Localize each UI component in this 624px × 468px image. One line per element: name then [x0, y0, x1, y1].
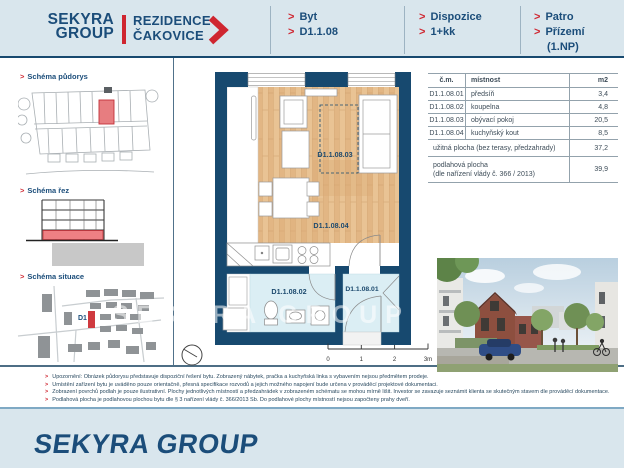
header-divider — [270, 6, 271, 54]
room-label-bathroom: D1.1.08.02 — [271, 287, 307, 296]
sidebar-item-section-schema — [20, 186, 69, 195]
radiator — [252, 96, 257, 140]
layout-label: Dispozice — [430, 11, 482, 23]
footer-band — [0, 407, 624, 468]
north-arrow-icon — [179, 342, 205, 368]
floor-label: Patro — [545, 11, 574, 23]
chevron-icon: > — [419, 26, 426, 38]
unit-info-section — [288, 10, 338, 40]
cell-room-name: předsíň — [466, 88, 570, 100]
highlighted-building — [88, 311, 95, 328]
usable-area-row — [428, 140, 618, 157]
room-label-hallway: D1.1.08.01 — [345, 286, 379, 293]
building-d1-label: D1 — [78, 315, 87, 322]
footnote-line — [45, 374, 610, 382]
table-header-row — [428, 74, 618, 88]
sidebar-divider — [173, 58, 174, 365]
chevron-icon: > — [45, 389, 49, 396]
schema-label: Schéma půdorys — [27, 72, 88, 81]
unit-label: Byt — [299, 11, 318, 23]
highlighted-unit — [99, 100, 114, 124]
header-bar — [0, 0, 624, 58]
cell-room-area: 3,4 — [598, 90, 608, 98]
project-title — [133, 13, 211, 43]
room-label-kitchen: D1.1.08.04 — [313, 221, 349, 230]
footnotes — [45, 374, 610, 404]
ground-mass — [52, 243, 144, 266]
footnote-line — [45, 389, 610, 397]
scale-tick-1: 1 — [359, 357, 363, 363]
col-header-area: m2 — [597, 77, 608, 84]
table-row — [428, 101, 618, 114]
usable-area-label: užitná plocha (bez terasy, předzahrady) — [428, 140, 570, 156]
cell-room-area: 20,5 — [594, 116, 608, 124]
kitchen-counter — [227, 243, 330, 266]
cell-room-area: 8,5 — [598, 129, 608, 137]
floor-info-section — [534, 10, 585, 55]
building-floorplan-thumbnail — [18, 86, 160, 182]
unit-number: D1.1.08 — [299, 26, 338, 38]
layout-info-section — [419, 10, 482, 40]
storage-box — [223, 308, 247, 330]
scale-tick-2: 2 — [392, 357, 397, 363]
cell-room-name: obývací pokoj — [466, 114, 570, 126]
scale-bar — [324, 342, 434, 368]
hallway-tile-floor — [343, 274, 399, 332]
table-row — [428, 88, 618, 101]
cell-room-area: 4,8 — [598, 103, 608, 111]
schema-label: Schéma řez — [27, 186, 70, 195]
chevron-icon: > — [20, 272, 25, 281]
footnote-text: Zobrazení povrchů podlah je pouze ilustrativní. Plochy jednotlivých místností a předzahrádek v zobrazeném schématu se mohou mírně lišit. Investor se zavazuje seznámit klienta se skutečným stavem dle prováděcí dokumentace. — [52, 389, 610, 396]
layout-value: 1+kk — [430, 26, 456, 38]
room-label-living: D1.1.08.03 — [317, 150, 353, 159]
logo-line1: SEKYRA — [47, 11, 114, 28]
chevron-icon: > — [534, 26, 541, 38]
project-line1: REZIDENCE — [133, 13, 211, 28]
chevron-icon: > — [20, 186, 25, 195]
building-core-mark — [104, 87, 112, 93]
cell-room-id: D1.1.08.01 — [428, 88, 466, 100]
project-line2: ČAKOVICE — [133, 28, 205, 43]
floor-area-label-line1: podlahová plocha — [433, 161, 488, 169]
chevron-icon: > — [288, 26, 295, 38]
building-section-thumbnail — [22, 196, 147, 268]
header-divider — [520, 6, 521, 54]
logo-divider-bar — [122, 15, 126, 44]
chevron-icon: > — [534, 11, 541, 23]
chevron-icon: > — [20, 72, 25, 81]
floor-value: Přízemí — [545, 26, 585, 38]
apartment-floor-plan — [213, 70, 413, 346]
floor-area-row — [428, 157, 618, 182]
table-row — [428, 114, 618, 127]
building-render-photo — [437, 258, 618, 372]
floor-area-label-line2: (dle nařízení vlády č. 366 / 2013) — [433, 170, 535, 178]
footnote-text: Podlahová plocha je podlahovou plochou bytu dle § 3 nařízení vlády č. 366/2013 Sb. Do podlahové plochy místností nejsou započteny prahy dveří. — [52, 396, 410, 403]
chevron-icon: > — [45, 381, 49, 388]
footnote-text: Upozornění: Obrázek půdorysu představuje dispoziční řešení bytu. Zobrazený nábytek, pračka a kuchyňská linka s vybavením nejsou předmětem prodeje. — [52, 374, 429, 380]
sidebar-item-siteplan-schema — [20, 272, 84, 281]
chevron-icon: > — [288, 11, 295, 23]
col-header-room: místnost — [466, 74, 570, 87]
header-divider — [404, 6, 405, 54]
usable-area-value: 37,2 — [594, 144, 608, 152]
scale-tick-3: 3m — [423, 357, 433, 363]
table-row — [428, 127, 618, 140]
footnote-text: Umístění zařízení bytu je uváděno pouze orientačně, přesná specifikace rozvodů a jejich možného napojení bude určena v prováděcí projektové dokumentaci. — [52, 381, 438, 388]
col-header-cm: č.m. — [428, 74, 466, 87]
site-plan-thumbnail — [16, 284, 166, 364]
scale-tick-0: 0 — [326, 357, 330, 363]
chevron-icon: > — [45, 374, 49, 380]
schema-label: Schéma situace — [27, 272, 85, 281]
cell-room-name: kuchyňský kout — [466, 127, 570, 139]
cell-room-id: D1.1.08.02 — [428, 101, 466, 113]
installation-shaft — [229, 277, 247, 305]
cell-room-name: koupelna — [466, 101, 570, 113]
floor-value-2: (1.NP) — [547, 41, 579, 53]
area-table — [428, 73, 618, 183]
highlighted-floor — [43, 231, 103, 240]
sekyra-group-logo — [26, 13, 114, 41]
chevron-icon: > — [45, 396, 49, 403]
sidebar-item-floorplan-schema — [20, 72, 88, 81]
footnote-line — [45, 397, 610, 405]
cell-room-id: D1.1.08.03 — [428, 114, 466, 126]
cell-room-id: D1.1.08.04 — [428, 127, 466, 139]
logo-line2: GROUP — [55, 25, 114, 42]
chevron-right-icon — [207, 15, 231, 45]
watermark: SEKYRA GROUP — [112, 301, 410, 329]
chevron-icon: > — [419, 11, 426, 23]
sekyra-group-footer-logo: SEKYRA GROUP — [32, 429, 261, 459]
floor-area-label — [428, 157, 570, 182]
floor-area-value: 39,9 — [594, 166, 608, 173]
